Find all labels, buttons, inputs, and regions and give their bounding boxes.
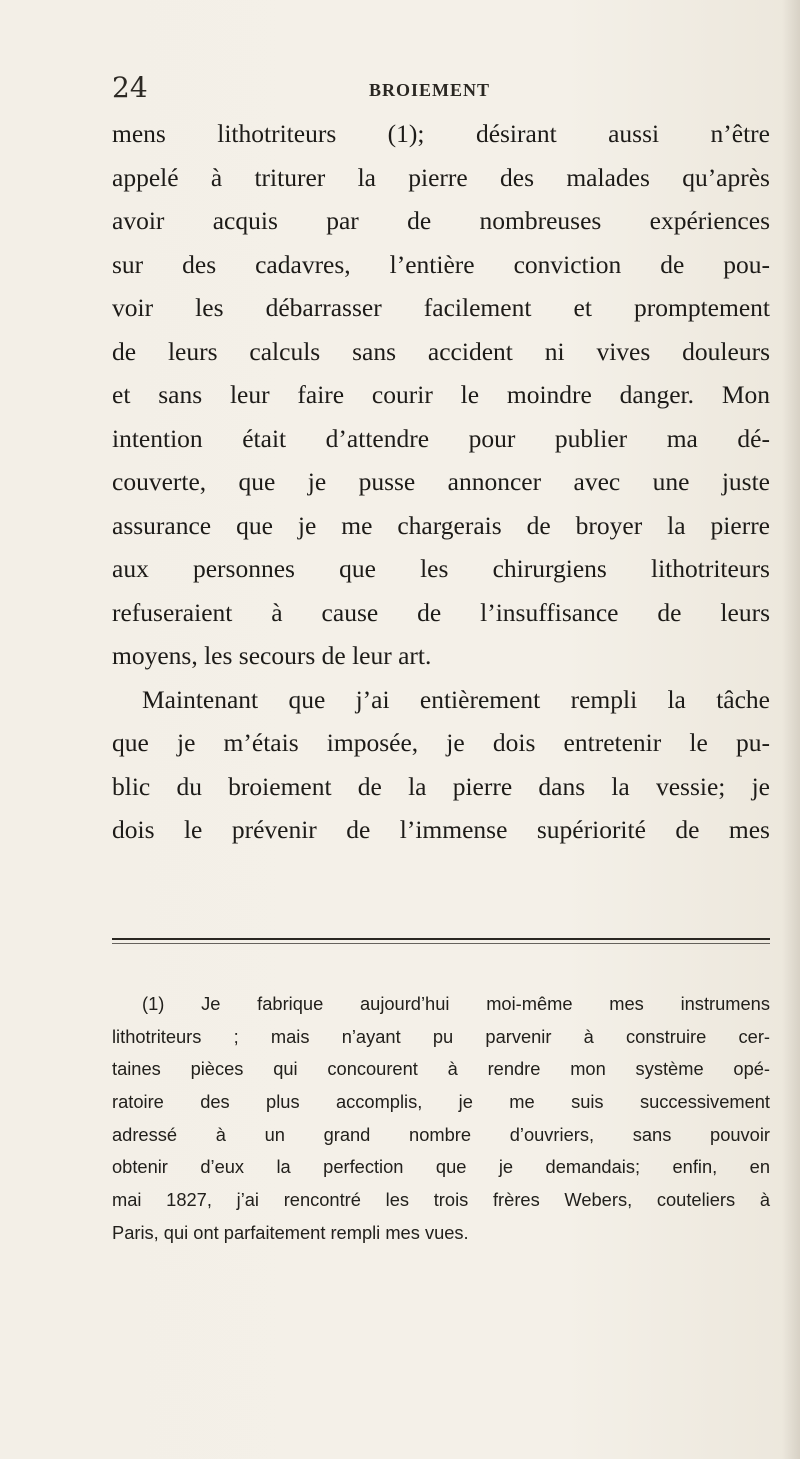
footnote-line: mai 1827, j’ai rencontré les trois frères Webers, couteliers à <box>112 1189 770 1211</box>
footnote-line: ratoire des plus accomplis, je me suis successivement <box>112 1091 770 1113</box>
page-edge-shadow <box>782 0 800 1459</box>
main-text-line: intention était d’attendre pour publier ma dé- <box>112 423 770 453</box>
main-text-line: mens lithotriteurs (1); désirant aussi n’être <box>112 119 770 148</box>
main-text-line: aux personnes que les chirurgiens lithotriteurs <box>112 554 770 583</box>
page-header <box>112 71 762 114</box>
footnote-line: Paris, qui ont parfaitement rempli mes vues. <box>112 1221 469 1243</box>
page-number: 24 <box>112 71 148 104</box>
footnote-line: adressé à un grand nombre d’ouvriers, sans pouvoir <box>112 1123 770 1145</box>
main-text-line: refuseraient à cause de l’insuffisance de leurs <box>112 597 770 627</box>
footnote-line: lithotriteurs ; mais n’ayant pu parvenir à construire cer- <box>112 1025 770 1047</box>
running-head: BROIEMENT <box>369 80 491 100</box>
main-text-line: avoir acquis par de nombreuses expériences <box>112 206 770 235</box>
footnote-block <box>112 988 770 1250</box>
main-text-line: blic du broiement de la pierre dans la vessie; je <box>112 771 770 801</box>
main-text-line: moyens, les secours de leur art. <box>112 641 432 670</box>
main-text-line: de leurs calculs sans accident ni vives douleurs <box>112 336 770 366</box>
main-text-line: assurance que je me chargerais de broyer la pierre <box>112 510 770 540</box>
footnote-divider-thick <box>112 938 770 940</box>
main-text-line: que je m’étais imposée, je dois entretenir le pu- <box>112 728 770 757</box>
footnote-line: taines pièces qui concourent à rendre mon système opé- <box>112 1058 770 1080</box>
main-text-block <box>112 112 770 852</box>
main-text-line: sur des cadavres, l’entière conviction de pou- <box>112 249 770 279</box>
main-text-line: couverte, que je pusse annoncer avec une juste <box>112 467 770 496</box>
footnote-line: (1) Je fabrique aujourd’hui moi-même mes instrumens <box>142 993 770 1014</box>
main-text-line: appelé à triturer la pierre des malades qu’après <box>112 162 770 192</box>
main-text-line: Maintenant que j’ai entièrement rempli la tâche <box>142 684 770 714</box>
footnote-divider-thin <box>112 943 770 944</box>
main-text-line: dois le prévenir de l’immense supériorité de mes <box>112 815 770 844</box>
main-text-line: voir les débarrasser facilement et promptement <box>112 293 770 322</box>
footnote-line: obtenir d’eux la perfection que je demandais; enfin, en <box>112 1156 770 1178</box>
main-text-line: et sans leur faire courir le moindre danger. Mon <box>112 380 770 409</box>
